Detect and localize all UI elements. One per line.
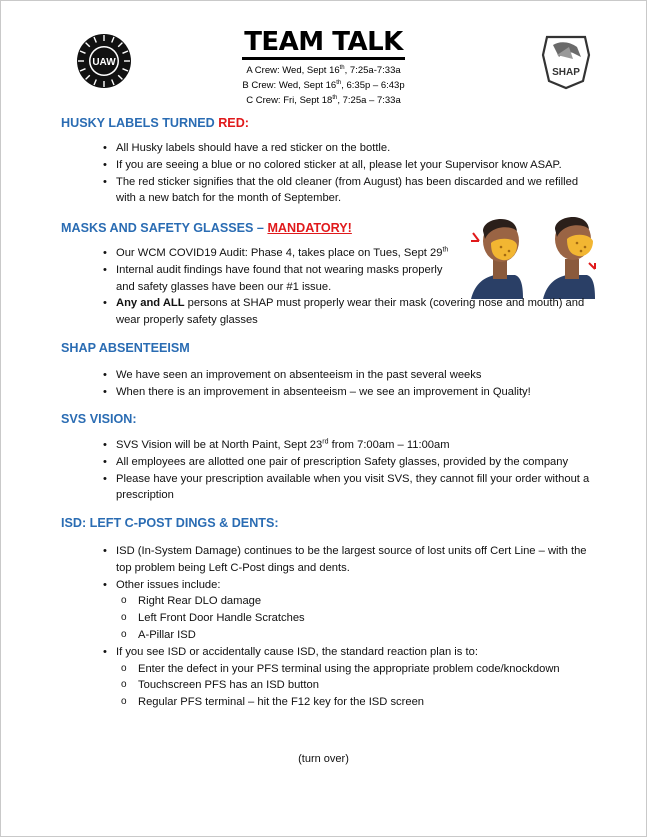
masks-heading-red: MANDATORY! [267,221,352,235]
shap-logo-text: SHAP [552,67,580,78]
list-item: • All employees are allotted one pair of prescription Safety glasses, provided by the company [103,454,593,471]
list-item [103,295,593,329]
crew-c-date: C Crew: Fri, Sept 18 [246,95,333,106]
turn-over-note: (turn over) [298,753,349,765]
svs-item1-text: SVS Vision will be at North Paint, Sept 23 [116,439,323,451]
husky-heading [61,116,249,130]
sub-list-item: o Regular PFS terminal – hit the F12 key for the ISD screen [119,694,593,711]
svs-item1-sup: rd [322,438,329,446]
list-item [103,644,593,711]
isd-sub-list-issues [119,593,593,643]
list-item: • ISD (In-System Damage) continues to be the largest source of lost units off Cert Line – with the top problem being Left C-Post dings and dents. [103,543,593,577]
husky-heading-text: HUSKY LABELS TURNED [61,116,219,130]
list-item [103,437,593,454]
masks-item3-text: persons at SHAP must properly wear their mask (covering nose and mouth) and wear properly safety glasses [116,297,585,327]
crew-a-date: A Crew: Wed, Sept 16 [246,65,340,76]
list-item [103,262,461,296]
sub-list-item: o Enter the defect in your PFS terminal using the appropriate problem code/knockdown [119,661,593,678]
isd-sub-list-reaction [119,661,593,711]
masks-item1-sup: th [442,246,449,254]
page-title-wrap [1,27,646,60]
isd-list [103,543,593,711]
crew-a-time: , 7:25a-7:33a [344,65,401,76]
crew-b-date: B Crew: Wed, Sept 16 [242,80,337,91]
crew-schedule [1,63,646,108]
svs-item1-time: from 7:00am – 11:00am [328,439,450,451]
crew-c [1,93,646,108]
crew-c-time: , 7:25a – 7:33a [337,95,401,106]
crew-b-time: , 6:35p – 6:43p [341,80,405,91]
crew-b [1,78,646,93]
sub-list-item: o Right Rear DLO damage [119,593,593,610]
crew-c-sup: th [332,94,338,101]
list-item: • If you are seeing a blue or no colored sticker at all, please let your Supervisor know ASAP. [103,157,593,174]
masks-heading [61,221,352,235]
list-item: • The red sticker signifies that the old cleaner (from August) has been discarded and we refilled with a new batch for the month of September. [103,174,593,208]
sub-list-item: o A-Pillar ISD [119,627,593,644]
list-item: • When there is an improvement in absenteeism – we see an improvement in Quality! [103,384,593,401]
husky-heading-red: RED: [218,116,249,130]
crew-a-sup: th [339,64,345,71]
uaw-logo-text: UAW [92,57,116,68]
list-item: • Please have your prescription available when you visit SVS, they cannot fill your order without a prescription [103,471,593,505]
list-item [103,245,593,262]
crew-b-sup: th [336,79,342,86]
list-item: • All Husky labels should have a red sticker on the bottle. [103,140,593,157]
isd-item3-text: If you see ISD or accidentally cause ISD, the standard reaction plan is to: [116,645,478,658]
masks-item1-text: Our WCM COVID19 Audit: Phase 4, takes place on Tues, Sept 29 [116,247,443,259]
crew-a [1,63,646,78]
page-title: TEAM TALK [242,27,405,60]
svs-heading: SVS VISION: [61,412,137,426]
svs-list [103,437,593,504]
masks-item2-text: Internal audit findings have found that not wearing masks properly and safety glasses have been our #1 issue. [116,263,443,293]
masks-item3-bold: Any and ALL [116,297,185,310]
husky-list [103,140,593,207]
absenteeism-heading: SHAP ABSENTEEISM [61,341,190,355]
sub-list-item: o Touchscreen PFS has an ISD button [119,677,593,694]
list-item: • We have seen an improvement on absenteeism in the past several weeks [103,367,593,384]
isd-heading: ISD: LEFT C-POST DINGS & DENTS: [61,516,279,530]
masks-heading-text: MASKS AND SAFETY GLASSES – [61,221,268,235]
masks-list [103,245,593,329]
isd-item2-text: Other issues include: [116,578,221,591]
sub-list-item: o Left Front Door Handle Scratches [119,610,593,627]
absenteeism-list [103,367,593,401]
list-item [103,577,593,644]
